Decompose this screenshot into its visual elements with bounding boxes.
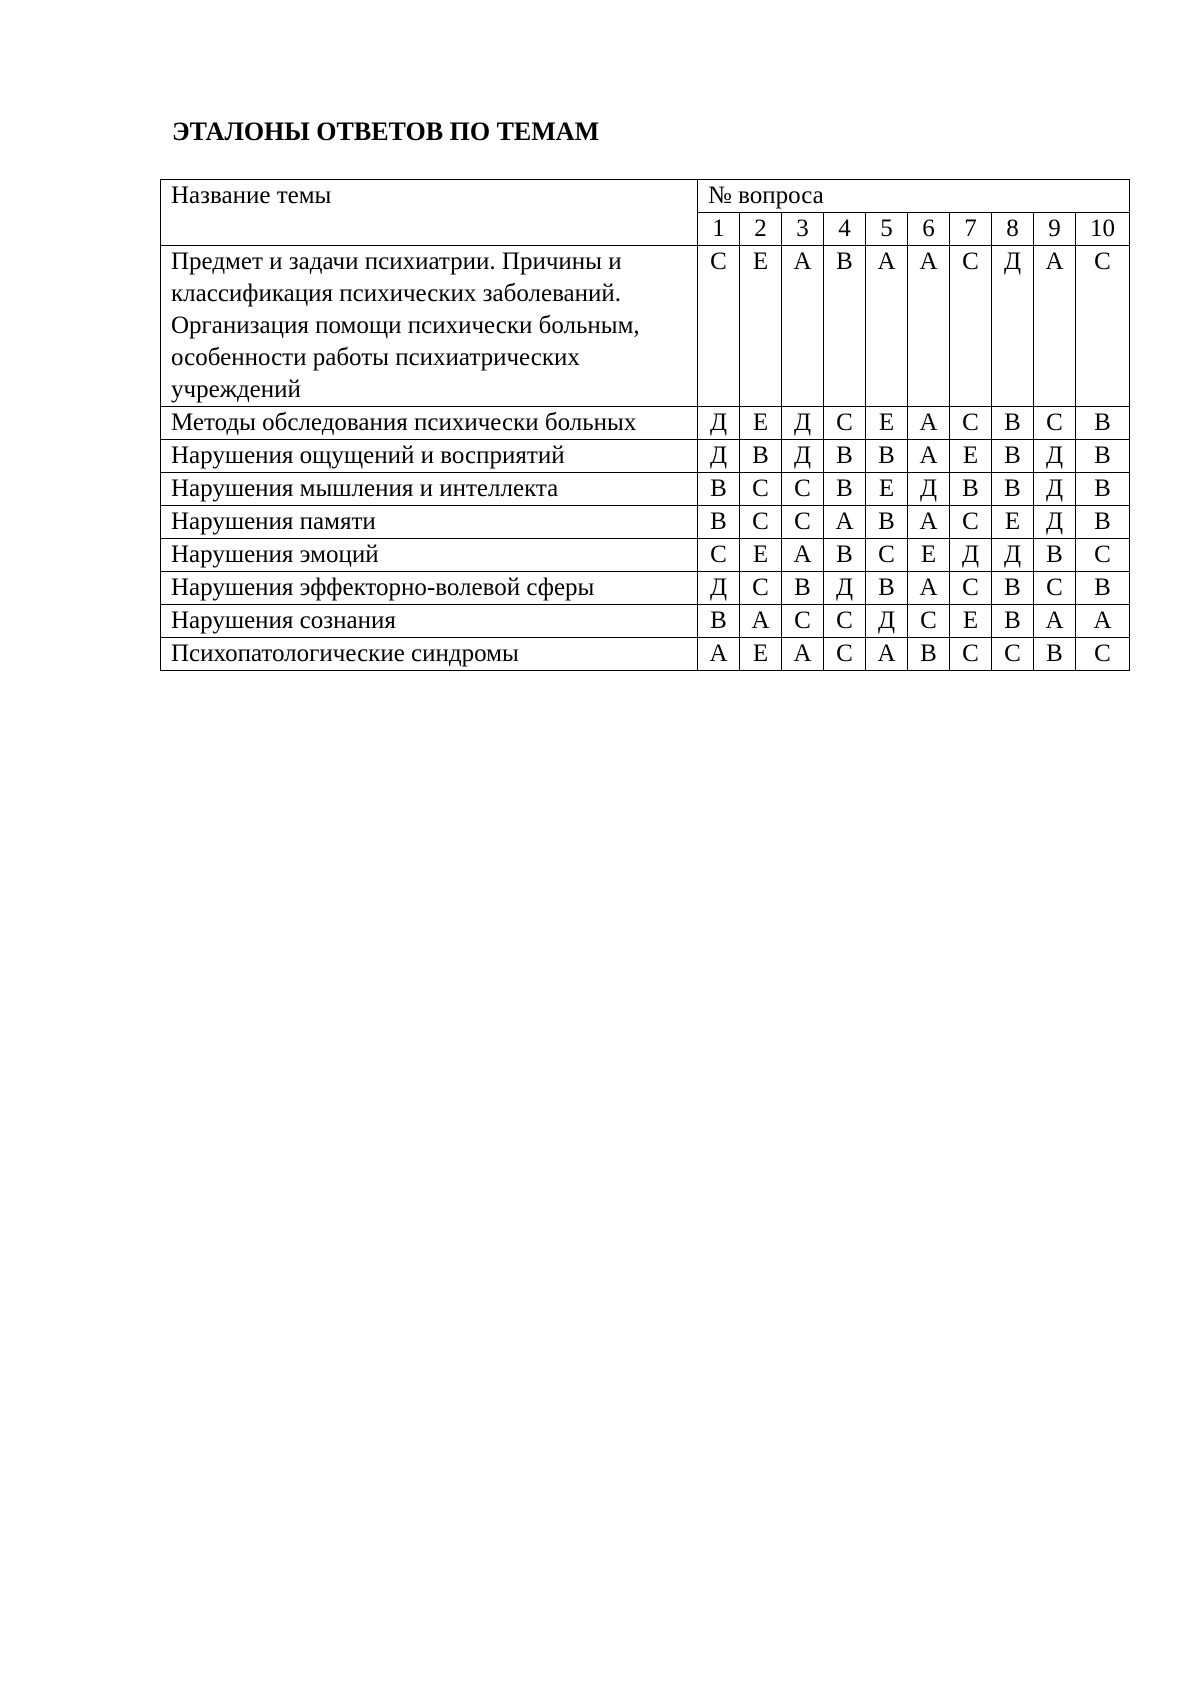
answer-cell-q6: А	[908, 572, 950, 605]
answer-cell-q10: В	[1076, 572, 1130, 605]
answer-cell-q1: Д	[698, 407, 740, 440]
answer-cell-q5: А	[866, 638, 908, 671]
answer-cell-q2: Е	[740, 539, 782, 572]
answer-cell-q9: С	[1034, 572, 1076, 605]
answer-cell-q4: В	[824, 440, 866, 473]
table-row	[161, 246, 1130, 407]
question-number-6: 6	[908, 213, 950, 246]
answer-cell-q7: С	[950, 246, 992, 407]
answer-cell-q7: Е	[950, 605, 992, 638]
answer-cell-q6: С	[908, 605, 950, 638]
answer-cell-q4: Д	[824, 572, 866, 605]
header-row	[161, 180, 1130, 213]
answer-cell-q6: А	[908, 407, 950, 440]
answer-cell-q4: С	[824, 605, 866, 638]
answer-cell-q3: С	[782, 506, 824, 539]
answer-cell-q1: А	[698, 638, 740, 671]
answer-cell-q5: Е	[866, 473, 908, 506]
answer-cell-q1: В	[698, 473, 740, 506]
topic-name-cell: Нарушения сознания	[161, 605, 698, 638]
answer-cell-q8: С	[992, 638, 1034, 671]
answer-cell-q10: С	[1076, 638, 1130, 671]
answer-cell-q1: В	[698, 605, 740, 638]
answer-cell-q6: Д	[908, 473, 950, 506]
answer-cell-q2: С	[740, 572, 782, 605]
answer-cell-q8: В	[992, 605, 1034, 638]
answer-cell-q3: Д	[782, 440, 824, 473]
answer-cell-q8: В	[992, 473, 1034, 506]
question-number-5: 5	[866, 213, 908, 246]
answer-cell-q7: Д	[950, 539, 992, 572]
answer-cell-q10: В	[1076, 506, 1130, 539]
question-number-2: 2	[740, 213, 782, 246]
answer-cell-q10: В	[1076, 407, 1130, 440]
answer-cell-q3: Д	[782, 407, 824, 440]
answer-cell-q3: В	[782, 572, 824, 605]
question-number-3: 3	[782, 213, 824, 246]
answer-cell-q3: А	[782, 246, 824, 407]
question-number-10: 10	[1076, 213, 1130, 246]
answer-cell-q8: Е	[992, 506, 1034, 539]
answer-cell-q9: Д	[1034, 440, 1076, 473]
topic-name-cell: Нарушения памяти	[161, 506, 698, 539]
answer-cell-q7: С	[950, 638, 992, 671]
topic-name-cell: Нарушения эмоций	[161, 539, 698, 572]
answer-cell-q2: С	[740, 506, 782, 539]
question-number-8: 8	[992, 213, 1034, 246]
table-row	[161, 605, 1130, 638]
topic-name-cell: Нарушения мышления и интеллекта	[161, 473, 698, 506]
answer-cell-q2: С	[740, 473, 782, 506]
answer-cell-q2: Е	[740, 246, 782, 407]
answer-cell-q7: Е	[950, 440, 992, 473]
answer-cell-q9: С	[1034, 407, 1076, 440]
answer-cell-q9: Д	[1034, 506, 1076, 539]
answer-key-table	[160, 179, 1130, 671]
answer-cell-q9: А	[1034, 246, 1076, 407]
answer-cell-q7: В	[950, 473, 992, 506]
question-number-1: 1	[698, 213, 740, 246]
answer-cell-q3: С	[782, 605, 824, 638]
answer-cell-q10: А	[1076, 605, 1130, 638]
answer-cell-q1: Д	[698, 572, 740, 605]
answer-cell-q10: В	[1076, 473, 1130, 506]
answer-cell-q5: В	[866, 506, 908, 539]
topic-name-cell: Психопатологические синдромы	[161, 638, 698, 671]
answer-cell-q4: В	[824, 539, 866, 572]
answer-cell-q10: В	[1076, 440, 1130, 473]
answer-cell-q9: А	[1034, 605, 1076, 638]
answer-cell-q6: А	[908, 506, 950, 539]
topic-name-cell: Предмет и задачи психиатрии. Причины и классификация психических заболеваний. Организация помощи психически больным, особенности работы психиатрических учреждений	[161, 246, 698, 407]
answer-cell-q5: В	[866, 572, 908, 605]
answer-cell-q2: В	[740, 440, 782, 473]
table-row	[161, 407, 1130, 440]
answer-cell-q1: В	[698, 506, 740, 539]
table-row	[161, 638, 1130, 671]
answer-cell-q3: С	[782, 473, 824, 506]
answer-cell-q4: С	[824, 638, 866, 671]
table-row	[161, 506, 1130, 539]
answer-cell-q7: С	[950, 572, 992, 605]
answer-cell-q1: С	[698, 539, 740, 572]
question-number-9: 9	[1034, 213, 1076, 246]
question-number-4: 4	[824, 213, 866, 246]
answer-cell-q5: А	[866, 246, 908, 407]
table-row	[161, 440, 1130, 473]
answer-cell-q6: А	[908, 440, 950, 473]
table-body	[161, 246, 1130, 671]
answer-cell-q5: В	[866, 440, 908, 473]
answer-cell-q9: В	[1034, 638, 1076, 671]
table-row	[161, 473, 1130, 506]
answer-cell-q10: С	[1076, 246, 1130, 407]
answer-cell-q6: А	[908, 246, 950, 407]
answer-cell-q8: Д	[992, 246, 1034, 407]
answer-cell-q8: В	[992, 572, 1034, 605]
topic-column-header: Название темы	[161, 180, 698, 246]
table-row	[161, 539, 1130, 572]
topic-name-cell: Методы обследования психически больных	[161, 407, 698, 440]
answer-cell-q5: Е	[866, 407, 908, 440]
question-number-7: 7	[950, 213, 992, 246]
answer-cell-q2: А	[740, 605, 782, 638]
answer-cell-q10: С	[1076, 539, 1130, 572]
answer-cell-q8: В	[992, 407, 1034, 440]
answer-cell-q6: В	[908, 638, 950, 671]
answer-cell-q4: В	[824, 246, 866, 407]
topic-name-cell: Нарушения эффекторно-волевой сферы	[161, 572, 698, 605]
answer-cell-q3: А	[782, 638, 824, 671]
answer-cell-q5: С	[866, 539, 908, 572]
answer-cell-q9: Д	[1034, 473, 1076, 506]
table-row	[161, 572, 1130, 605]
answer-cell-q7: С	[950, 506, 992, 539]
answer-cell-q5: Д	[866, 605, 908, 638]
answer-cell-q9: В	[1034, 539, 1076, 572]
answer-cell-q6: Е	[908, 539, 950, 572]
answer-cell-q1: Д	[698, 440, 740, 473]
answer-cell-q2: Е	[740, 407, 782, 440]
answer-cell-q1: С	[698, 246, 740, 407]
answer-cell-q2: Е	[740, 638, 782, 671]
answer-cell-q7: С	[950, 407, 992, 440]
answer-cell-q8: Д	[992, 539, 1034, 572]
answer-cell-q4: А	[824, 506, 866, 539]
document-title: ЭТАЛОНЫ ОТВЕТОВ ПО ТЕМАМ	[172, 117, 600, 146]
answer-cell-q3: А	[782, 539, 824, 572]
answer-cell-q8: В	[992, 440, 1034, 473]
answer-cell-q4: В	[824, 473, 866, 506]
topic-name-cell: Нарушения ощущений и восприятий	[161, 440, 698, 473]
answer-cell-q4: С	[824, 407, 866, 440]
question-number-header: № вопроса	[698, 180, 1130, 213]
